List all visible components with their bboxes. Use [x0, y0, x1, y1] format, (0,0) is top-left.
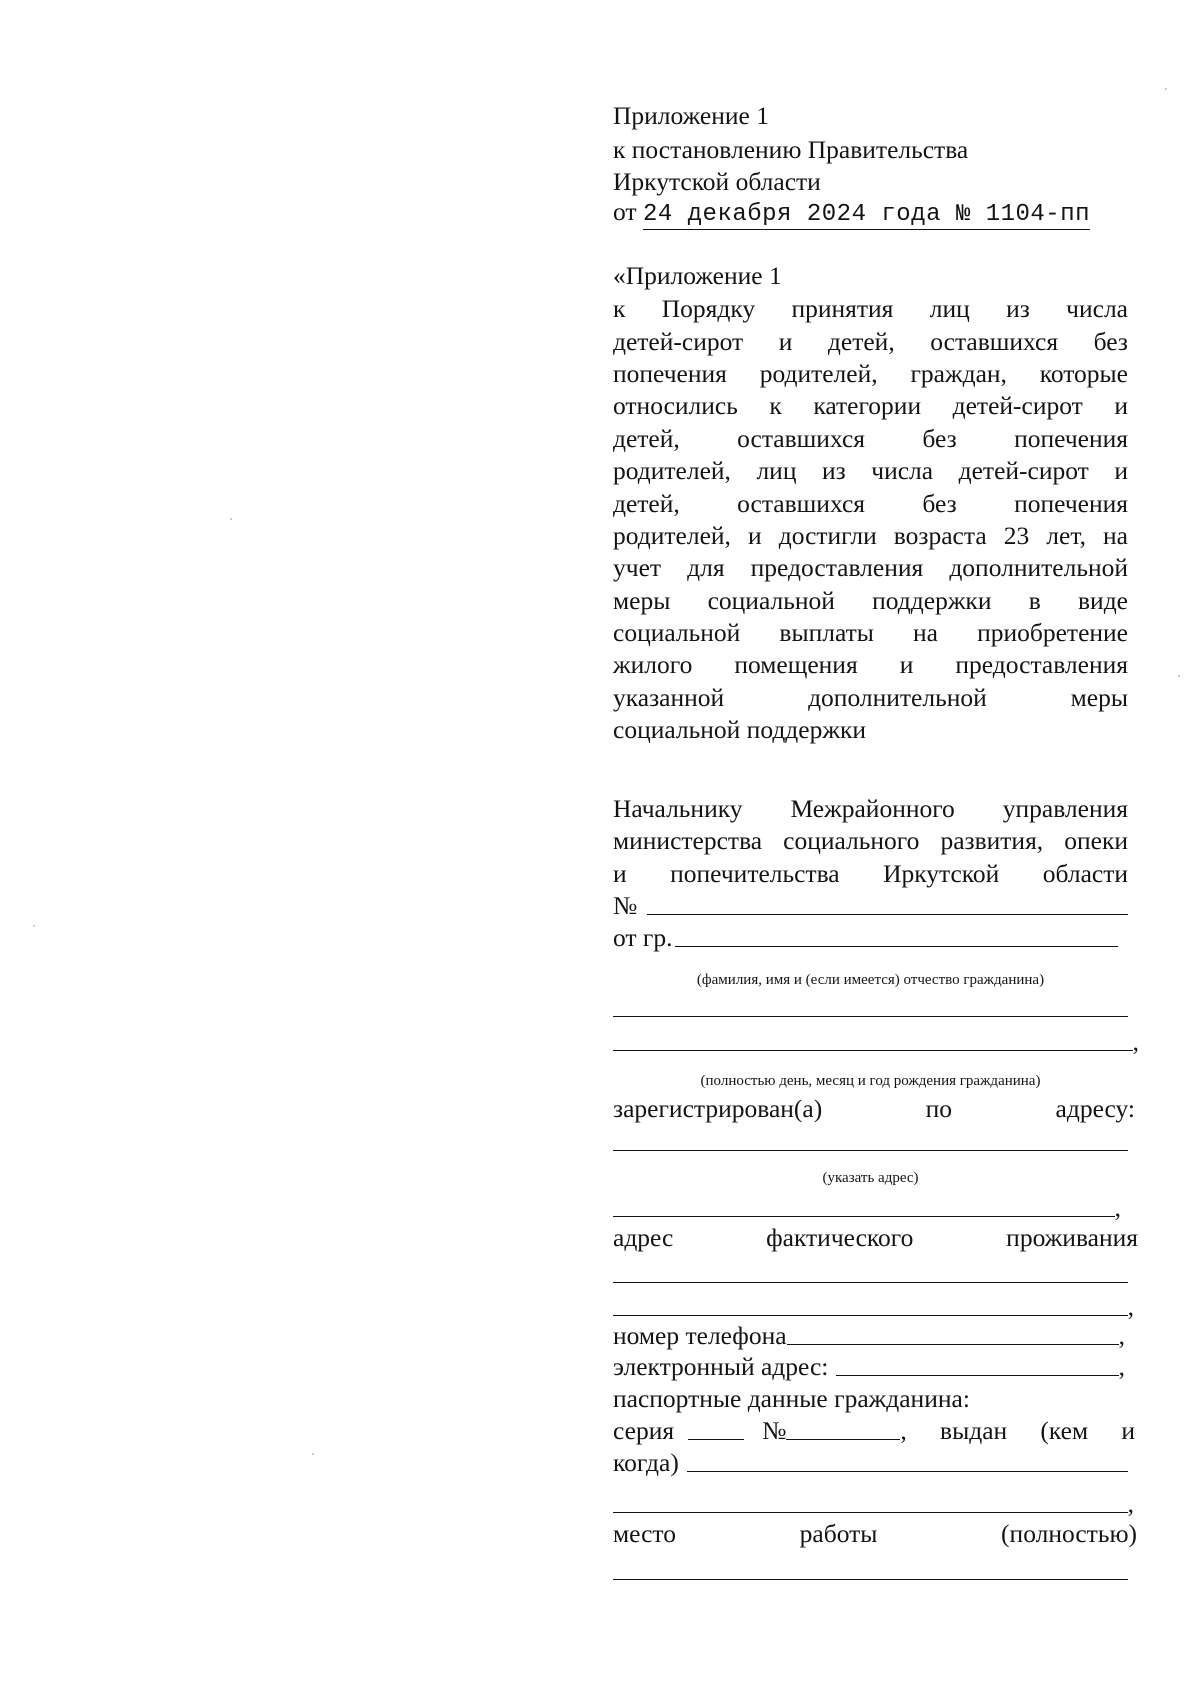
series-label: серия [613, 1416, 675, 1445]
scan-speck [312, 1453, 314, 1455]
hint-full-name: (фамилия, имя и (если имеется) отчество гражданина) [696, 972, 1045, 988]
phone-label: номер телефона [613, 1321, 787, 1350]
comma: , [1127, 1489, 1134, 1518]
appendix-text-line: меры социальной поддержки в виде [613, 586, 1128, 615]
comma: , [1118, 1352, 1125, 1381]
header-region-line: Иркутской области [613, 167, 821, 196]
work-place-blank[interactable] [613, 1579, 1128, 1580]
appendix-text-last-line: социальной поддержки [613, 715, 867, 744]
appendix-text-line: социальной выплаты на приобретение [613, 618, 1128, 647]
work-place-label: место работы (полностью) [613, 1519, 1137, 1548]
comma: , [1127, 1292, 1134, 1321]
scan-speck [1165, 88, 1167, 90]
birth-date-field[interactable] [613, 1025, 1139, 1059]
appendix-text-line: попечения родителей, граждан, которые [613, 359, 1128, 388]
number-sign-label: № [613, 891, 638, 920]
passport-number-label: № [762, 1416, 787, 1445]
issued-by-label: , выдан (кем и [900, 1416, 1135, 1445]
issued-when-blank[interactable] [687, 1471, 1128, 1472]
registered-address-blank[interactable] [613, 1150, 1128, 1151]
actual-address-blank-2[interactable] [613, 1315, 1128, 1316]
scan-speck [33, 925, 35, 927]
appendix-text-line: учет для предоставления дополнительной [613, 553, 1128, 582]
hint-address: (указать адрес) [822, 1170, 919, 1186]
issued-when-field[interactable] [613, 1446, 1128, 1480]
date-prefix: от [613, 197, 637, 226]
comma: , [1114, 1193, 1121, 1222]
appendix-text-line: к Порядку принятия лиц из числа [613, 294, 1128, 323]
passport-series-number-field[interactable] [613, 1414, 1135, 1448]
appendix-text-line: детей, оставшихся без попечения [613, 424, 1128, 453]
registered-address-continued[interactable] [613, 1191, 1121, 1225]
passport-label: паспортные данные гражданина: [613, 1384, 970, 1413]
email-label: электронный адрес: [613, 1352, 829, 1381]
appendix-text-line: указанной дополнительной меры [613, 683, 1128, 712]
appendix-text-line: жилого помещения и предоставления [613, 650, 1128, 679]
phone-blank[interactable] [787, 1344, 1119, 1345]
header-date-line [613, 195, 1128, 229]
scan-speck [1178, 675, 1180, 677]
full-name-blank-line[interactable] [613, 1016, 1128, 1017]
department-number-field[interactable] [613, 889, 1128, 923]
department-number-blank[interactable] [647, 914, 1128, 915]
appendix-text-line: детей, оставшихся без попечения [613, 489, 1128, 518]
email-blank[interactable] [836, 1375, 1118, 1376]
registered-address-blank-2[interactable] [613, 1216, 1115, 1217]
header-appendix-number: Приложение 1 [613, 101, 769, 130]
actual-address-blank[interactable] [613, 1282, 1128, 1283]
birth-date-blank[interactable] [613, 1050, 1133, 1051]
email-field[interactable] [613, 1350, 1125, 1384]
actual-address-label: адрес фактического проживания [613, 1223, 1138, 1252]
registered-address-label: зарегистрирован(а) по адресу: [613, 1094, 1135, 1123]
header-resolution-line: к постановлению Правительства [613, 135, 969, 164]
resolution-date-number: 24 декабря 2024 года № 1104-пп [642, 201, 1091, 228]
addressee-line: министерства социального развития, опеки [613, 826, 1128, 855]
appendix-text-line: детей-сирот и детей, оставшихся без [613, 327, 1128, 356]
phone-field[interactable] [613, 1319, 1125, 1353]
passport-series-blank[interactable] [688, 1439, 744, 1440]
addressee-line: и попечительства Иркутской области [613, 859, 1128, 888]
scan-speck [230, 518, 232, 520]
appendix-text-line: родителей, и достигли возраста 23 лет, на [613, 521, 1128, 550]
appendix-text-line: относились к категории детей-сирот и [613, 391, 1128, 420]
addressee-line: Начальнику Межрайонного управления [613, 794, 1128, 823]
hint-birth-date: (полностью день, месяц и год рождения гражданина) [700, 1073, 1041, 1089]
comma: , [1132, 1027, 1139, 1056]
appendix-title: «Приложение 1 [613, 261, 782, 290]
applicant-name-field[interactable] [613, 921, 1118, 955]
applicant-name-blank[interactable] [675, 946, 1118, 947]
from-citizen-label: от гр. [613, 923, 673, 952]
comma: , [1118, 1321, 1125, 1350]
when-label: когда) [613, 1448, 679, 1477]
appendix-text-line: родителей, лиц из числа детей-сирот и [613, 456, 1128, 485]
passport-number-blank[interactable] [786, 1439, 900, 1440]
issued-blank-2[interactable] [613, 1512, 1128, 1513]
issued-continued[interactable] [613, 1487, 1134, 1521]
